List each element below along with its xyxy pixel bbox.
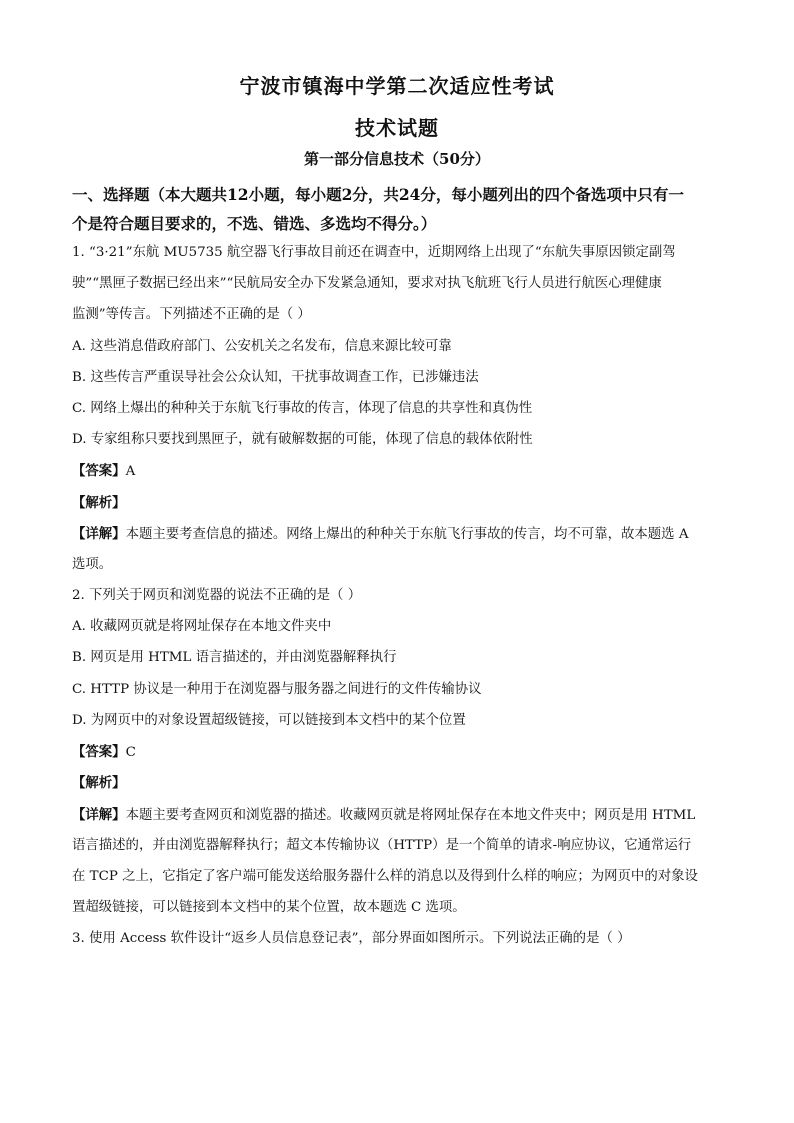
q1-option-a: A. 这些消息借政府部门、公安机关之名发布，信息来源比较可靠 — [72, 339, 452, 354]
q2-option-d: D. 为网页中的对象设置超级链接，可以链接到本文档中的某个位置 — [72, 713, 466, 728]
q2-answer — [72, 742, 136, 763]
q1-detail-line-1 — [72, 524, 689, 545]
q2-analysis-tag — [72, 773, 126, 794]
q2-option-a: A. 收藏网页就是将网址保存在本地文件夹中 — [72, 619, 332, 634]
school-title: 宁波市镇海中学第二次适应性考试 — [239, 74, 555, 98]
q2-detail-tag: 【详解】 — [72, 807, 126, 823]
q2-detail-line-1 — [72, 805, 695, 826]
q1-answer-value: A — [125, 464, 136, 479]
part-title: 第一部分信息技术（50分） — [304, 150, 490, 168]
q1-stem-line-1: 1. “3·21”东航 MU5735 航空器飞行事故目前还在调查中，近期网络上出现了“东航失事原因锁定副驾 — [72, 245, 676, 260]
subject-title: 技术试题 — [355, 116, 439, 140]
section-heading-line-1: 一、选择题（本大题共12小题，每小题2分，共24分，每小题列出的四个备选项中只有一 — [72, 185, 684, 204]
q2-option-b: B. 网页是用 HTML 语言描述的，并由浏览器解释执行 — [72, 650, 397, 665]
q1-detail-text-1: 本题主要考查信息的描述。网络上爆出的种种关于东航飞行事故的传言，均不可靠，故本题选 A — [125, 527, 689, 542]
q1-analysis-label: 【解析】 — [72, 495, 126, 511]
q2-detail-text-1: 本题主要考查网页和浏览器的描述。收藏网页就是将网址保存在本地文件夹中；网页是用 HTML — [125, 808, 696, 823]
q1-option-b: B. 这些传言严重误导社会公众认知，干扰事故调查工作，已涉嫌违法 — [72, 370, 479, 385]
q3-stem: 3. 使用 Access 软件设计“返乡人员信息登记表”，部分界面如图所示。下列说法正确的是（ ） — [72, 931, 631, 946]
q2-answer-value: C — [125, 745, 136, 760]
q1-option-c: C. 网络上爆出的种种关于东航飞行事故的传言，体现了信息的共享性和真伪性 — [72, 401, 533, 416]
q1-stem-line-3: 监测”等传言。下列描述不正确的是（ ） — [72, 307, 311, 322]
q1-answer-tag: 【答案】 — [72, 463, 126, 479]
q2-analysis-label: 【解析】 — [72, 775, 126, 791]
q1-detail-line-2: 选项。 — [72, 557, 113, 572]
q2-option-c: C. HTTP 协议是一种用于在浏览器与服务器之间进行的文件传输协议 — [72, 682, 482, 697]
q1-option-d: D. 专家组称只要找到黑匣子，就有破解数据的可能，体现了信息的载体依附性 — [72, 432, 533, 447]
q1-answer — [72, 461, 135, 482]
q2-detail-line-4: 置超级链接，可以链接到本文档中的某个位置，故本题选 C 选项。 — [72, 900, 466, 915]
q2-stem: 2. 下列关于网页和浏览器的说法不正确的是（ ） — [72, 588, 362, 603]
q2-detail-line-3: 在 TCP 之上，它指定了客户端可能发送给服务器什么样的消息以及得到什么样的响应；为网页中的对象设 — [72, 869, 698, 884]
q2-detail-line-2: 语言描述的，并由浏览器解释执行；超文本传输协议（HTTP）是一个简单的请求-响应协议，它通常运行 — [72, 838, 692, 853]
q1-detail-tag: 【详解】 — [72, 526, 126, 542]
q1-stem-line-2: 驶”“黑匣子数据已经出来”“民航局安全办下发紧急通知，要求对执飞航班飞行人员进行航医心理健康 — [72, 276, 662, 291]
section-heading-line-2: 个是符合题目要求的，不选、错选、多选均不得分。） — [72, 214, 437, 233]
q2-answer-tag: 【答案】 — [72, 744, 126, 760]
q1-analysis-tag — [72, 493, 126, 514]
